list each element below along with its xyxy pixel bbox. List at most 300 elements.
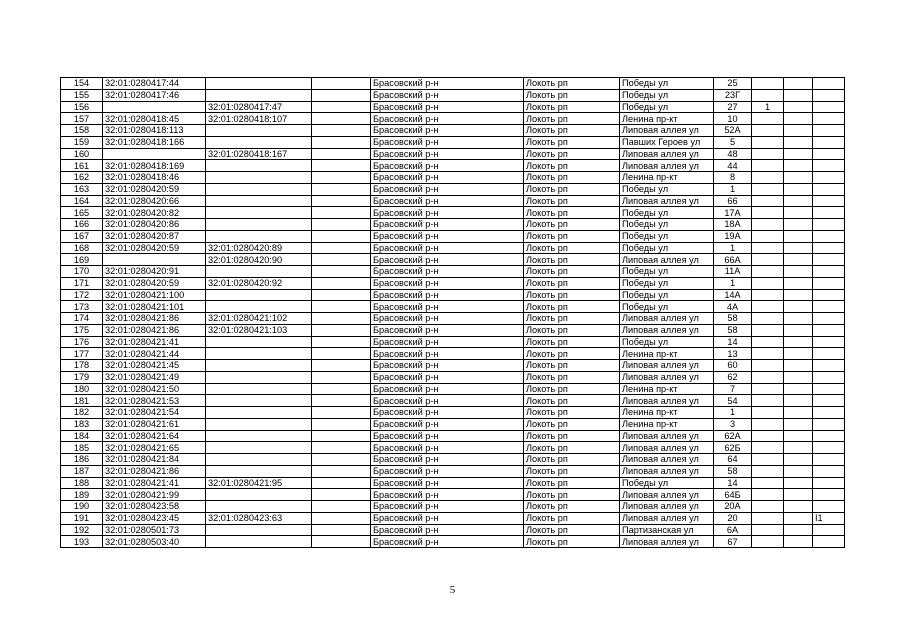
cell-column-b [784,430,813,442]
cell-column-b [784,442,813,454]
cell-column-a [752,324,784,336]
cell-district: Брасовский р-н [371,301,524,313]
cell-district: Брасовский р-н [371,254,524,266]
cell-cadastral-number: 32:01:0280418:45 [103,113,206,125]
cell-street: Победы ул [620,219,714,231]
cell-cadastral-number: 32:01:0280420:59 [103,242,206,254]
cell-cadastral-number: 32:01:0280420:87 [103,230,206,242]
cell-settlement: Локоть рп [524,313,620,325]
cell-column-b [784,454,813,466]
cell-row-number: 178 [61,360,103,372]
cell-house-number: 3 [714,418,752,430]
cell-cadastral-number: 32:01:0280421:45 [103,360,206,372]
cell-column-b [784,395,813,407]
cell-extra [312,336,371,348]
cell-street: Победы ул [620,277,714,289]
cell-extra [312,207,371,219]
cell-street: Ленина пр-кт [620,418,714,430]
cell-street: Липовая аллея ул [620,489,714,501]
cell-column-a [752,160,784,172]
cell-district: Брасовский р-н [371,78,524,90]
table-row [61,266,845,278]
cell-district: Брасовский р-н [371,454,524,466]
table-row [61,172,845,184]
cell-cadastral-number [103,148,206,160]
cell-row-number: 185 [61,442,103,454]
cell-cadastral-number: 32:01:0280420:66 [103,195,206,207]
cell-column-a [752,512,784,524]
cell-district: Брасовский р-н [371,442,524,454]
cell-district: Брасовский р-н [371,266,524,278]
cell-street: Липовая аллея ул [620,501,714,513]
cell-sub-cadastral-number [206,136,312,148]
cell-column-c [813,242,845,254]
cell-street: Липовая аллея ул [620,195,714,207]
cell-street: Победы ул [620,301,714,313]
cell-cadastral-number: 32:01:0280421:53 [103,395,206,407]
cell-column-c [813,383,845,395]
table-row [61,477,845,489]
cell-house-number: 1 [714,277,752,289]
table-row [61,336,845,348]
cell-sub-cadastral-number [206,89,312,101]
cell-house-number: 54 [714,395,752,407]
cell-column-a [752,501,784,513]
cell-column-a [752,125,784,137]
cell-extra [312,536,371,548]
cell-column-b [784,148,813,160]
cell-district: Брасовский р-н [371,172,524,184]
cell-house-number: 7 [714,383,752,395]
cell-extra [312,524,371,536]
cell-column-c [813,136,845,148]
cell-column-a [752,289,784,301]
cell-street: Ленина пр-кт [620,348,714,360]
cell-house-number: 8 [714,172,752,184]
cell-sub-cadastral-number [206,78,312,90]
cell-row-number: 188 [61,477,103,489]
cell-cadastral-number: 32:01:0280421:49 [103,371,206,383]
cell-extra [312,195,371,207]
cell-sub-cadastral-number [206,348,312,360]
cell-settlement: Локоть рп [524,254,620,266]
cell-column-b [784,313,813,325]
cell-column-c [813,430,845,442]
table-row [61,277,845,289]
table-body [61,78,845,548]
cell-extra [312,512,371,524]
table-row [61,78,845,90]
cell-extra [312,313,371,325]
cell-sub-cadastral-number [206,289,312,301]
cell-street: Победы ул [620,183,714,195]
cell-house-number: 14 [714,477,752,489]
cell-cadastral-number: 32:01:0280421:99 [103,489,206,501]
table-row [61,465,845,477]
cell-district: Брасовский р-н [371,536,524,548]
table-row [61,512,845,524]
cell-cadastral-number: 32:01:0280418:46 [103,172,206,184]
cell-street: Липовая аллея ул [620,125,714,137]
cell-column-b [784,266,813,278]
cell-row-number: 156 [61,101,103,113]
cell-row-number: 184 [61,430,103,442]
cell-column-b [784,512,813,524]
cell-row-number: 193 [61,536,103,548]
cell-house-number: 10 [714,113,752,125]
cell-house-number: 66 [714,195,752,207]
table-row [61,442,845,454]
cell-row-number: 167 [61,230,103,242]
cell-column-c [813,407,845,419]
cell-settlement: Локоть рп [524,360,620,372]
cell-district: Брасовский р-н [371,313,524,325]
cell-sub-cadastral-number: 32:01:0280418:107 [206,113,312,125]
cell-column-a [752,383,784,395]
cell-cadastral-number: 32:01:0280418:166 [103,136,206,148]
cell-street: Липовая аллея ул [620,512,714,524]
cell-cadastral-number: 32:01:0280421:41 [103,477,206,489]
cell-column-a: 1 [752,101,784,113]
table-row [61,101,845,113]
cell-column-a [752,348,784,360]
cell-column-a [752,465,784,477]
cell-sub-cadastral-number [206,489,312,501]
cell-row-number: 192 [61,524,103,536]
cell-sub-cadastral-number [206,371,312,383]
cell-column-c [813,89,845,101]
cell-column-c [813,524,845,536]
cell-settlement: Локоть рп [524,301,620,313]
cell-settlement: Локоть рп [524,336,620,348]
cell-column-b [784,477,813,489]
cell-sub-cadastral-number [206,125,312,137]
cell-house-number: 60 [714,360,752,372]
cell-house-number: 1 [714,242,752,254]
cell-settlement: Локоть рп [524,289,620,301]
cell-street: Липовая аллея ул [620,430,714,442]
cell-column-c [813,454,845,466]
cell-row-number: 171 [61,277,103,289]
cell-row-number: 173 [61,301,103,313]
cell-settlement: Локоть рп [524,148,620,160]
cell-street: Ленина пр-кт [620,407,714,419]
cell-column-c: I1 [813,512,845,524]
cell-column-b [784,418,813,430]
cell-row-number: 162 [61,172,103,184]
cell-street: Победы ул [620,78,714,90]
cell-extra [312,430,371,442]
cell-house-number: 62 [714,371,752,383]
cell-cadastral-number: 32:01:0280420:82 [103,207,206,219]
cell-row-number: 169 [61,254,103,266]
cell-extra [312,242,371,254]
cell-street: Ленина пр-кт [620,383,714,395]
cell-house-number: 66А [714,254,752,266]
cell-column-a [752,430,784,442]
table-row [61,454,845,466]
cell-settlement: Локоть рп [524,324,620,336]
cell-settlement: Локоть рп [524,348,620,360]
cell-street: Липовая аллея ул [620,454,714,466]
cell-settlement: Локоть рп [524,501,620,513]
cell-extra [312,348,371,360]
cell-column-c [813,324,845,336]
cell-street: Липовая аллея ул [620,313,714,325]
cell-extra [312,407,371,419]
table-row [61,254,845,266]
cell-house-number: 64Б [714,489,752,501]
cell-district: Брасовский р-н [371,89,524,101]
cell-column-a [752,536,784,548]
cell-column-b [784,348,813,360]
cell-district: Брасовский р-н [371,183,524,195]
cell-street: Липовая аллея ул [620,395,714,407]
cell-settlement: Локоть рп [524,407,620,419]
table-row [61,407,845,419]
cell-cadastral-number: 32:01:0280417:44 [103,78,206,90]
cell-column-c [813,230,845,242]
cell-column-b [784,277,813,289]
cell-house-number: 64 [714,454,752,466]
cell-column-b [784,195,813,207]
cell-house-number: 4А [714,301,752,313]
cell-row-number: 159 [61,136,103,148]
cell-house-number: 20 [714,512,752,524]
cell-cadastral-number: 32:01:0280421:84 [103,454,206,466]
cell-column-a [752,230,784,242]
cell-cadastral-number: 32:01:0280421:44 [103,348,206,360]
cell-cadastral-number: 32:01:0280421:41 [103,336,206,348]
cell-sub-cadastral-number: 32:01:0280420:92 [206,277,312,289]
cell-extra [312,501,371,513]
cell-sub-cadastral-number [206,442,312,454]
cell-sub-cadastral-number [206,454,312,466]
cell-settlement: Локоть рп [524,454,620,466]
cell-extra [312,266,371,278]
cell-sub-cadastral-number: 32:01:0280421:95 [206,477,312,489]
cell-column-b [784,207,813,219]
cell-column-a [752,219,784,231]
table-row [61,360,845,372]
cell-house-number: 58 [714,465,752,477]
table-row [61,136,845,148]
cell-column-a [752,195,784,207]
cell-row-number: 177 [61,348,103,360]
cell-district: Брасовский р-н [371,489,524,501]
cell-column-c [813,313,845,325]
cell-settlement: Локоть рп [524,395,620,407]
cell-extra [312,160,371,172]
cell-sub-cadastral-number [206,383,312,395]
cell-extra [312,371,371,383]
cell-extra [312,301,371,313]
cell-house-number: 27 [714,101,752,113]
cell-sub-cadastral-number [206,336,312,348]
cell-extra [312,277,371,289]
cell-district: Брасовский р-н [371,418,524,430]
cell-sub-cadastral-number [206,266,312,278]
cell-column-b [784,324,813,336]
cell-settlement: Локоть рп [524,136,620,148]
cell-district: Брасовский р-н [371,289,524,301]
cell-district: Брасовский р-н [371,383,524,395]
cell-settlement: Локоть рп [524,101,620,113]
cell-column-a [752,207,784,219]
cell-cadastral-number: 32:01:0280501:73 [103,524,206,536]
cell-extra [312,89,371,101]
table-row [61,430,845,442]
cell-column-b [784,242,813,254]
cell-sub-cadastral-number: 32:01:0280421:102 [206,313,312,325]
cell-row-number: 183 [61,418,103,430]
cell-house-number: 17А [714,207,752,219]
cell-extra [312,465,371,477]
cell-extra [312,477,371,489]
cell-settlement: Локоть рп [524,277,620,289]
table-row [61,501,845,513]
cell-column-a [752,242,784,254]
cell-extra [312,230,371,242]
cell-street: Павших Героев ул [620,136,714,148]
cell-column-b [784,172,813,184]
cell-cadastral-number: 32:01:0280503:40 [103,536,206,548]
cell-district: Брасовский р-н [371,230,524,242]
cell-column-a [752,277,784,289]
cell-column-a [752,254,784,266]
cell-column-a [752,89,784,101]
cell-column-b [784,219,813,231]
cell-street: Липовая аллея ул [620,254,714,266]
cell-column-b [784,125,813,137]
cell-column-a [752,418,784,430]
cell-column-c [813,148,845,160]
table-row [61,536,845,548]
cell-settlement: Локоть рп [524,489,620,501]
cell-column-a [752,172,784,184]
cell-cadastral-number: 32:01:0280418:113 [103,125,206,137]
cell-row-number: 187 [61,465,103,477]
cell-cadastral-number: 32:01:0280421:54 [103,407,206,419]
cell-cadastral-number: 32:01:0280421:86 [103,324,206,336]
cell-settlement: Локоть рп [524,195,620,207]
cell-sub-cadastral-number: 32:01:0280417:47 [206,101,312,113]
cell-extra [312,254,371,266]
cell-street: Липовая аллея ул [620,160,714,172]
table-row [61,313,845,325]
cell-sub-cadastral-number [206,230,312,242]
cell-column-c [813,477,845,489]
cell-district: Брасовский р-н [371,336,524,348]
cell-settlement: Локоть рп [524,371,620,383]
cell-extra [312,418,371,430]
cell-street: Ленина пр-кт [620,113,714,125]
cell-row-number: 168 [61,242,103,254]
cell-house-number: 19А [714,230,752,242]
cell-extra [312,360,371,372]
cell-district: Брасовский р-н [371,430,524,442]
cell-column-c [813,489,845,501]
cell-column-b [784,183,813,195]
cell-column-c [813,301,845,313]
cell-settlement: Локоть рп [524,442,620,454]
cell-district: Брасовский р-н [371,277,524,289]
cell-column-a [752,360,784,372]
cell-column-b [784,78,813,90]
cell-column-c [813,113,845,125]
cell-column-b [784,501,813,513]
cell-column-c [813,277,845,289]
cell-settlement: Локоть рп [524,266,620,278]
cell-settlement: Локоть рп [524,524,620,536]
cell-house-number: 14 [714,336,752,348]
cell-cadastral-number: 32:01:0280421:64 [103,430,206,442]
cell-district: Брасовский р-н [371,136,524,148]
cell-cadastral-number [103,254,206,266]
table-row [61,195,845,207]
cell-street: Победы ул [620,477,714,489]
cell-column-c [813,195,845,207]
cell-column-c [813,254,845,266]
table-row [61,371,845,383]
cell-sub-cadastral-number [206,301,312,313]
table-row [61,348,845,360]
cell-row-number: 155 [61,89,103,101]
cell-column-b [784,230,813,242]
cell-street: Ленина пр-кт [620,172,714,184]
cell-column-c [813,418,845,430]
cell-settlement: Локоть рп [524,230,620,242]
cell-row-number: 161 [61,160,103,172]
cell-extra [312,219,371,231]
cell-district: Брасовский р-н [371,207,524,219]
cell-district: Брасовский р-н [371,524,524,536]
cell-column-c [813,125,845,137]
table-row [61,219,845,231]
table-row [61,113,845,125]
cell-settlement: Локоть рп [524,383,620,395]
table-row [61,125,845,137]
cell-district: Брасовский р-н [371,113,524,125]
cell-column-a [752,371,784,383]
cell-sub-cadastral-number [206,501,312,513]
cell-row-number: 182 [61,407,103,419]
cell-house-number: 20А [714,501,752,513]
page-number: 5 [449,584,456,596]
cell-house-number: 48 [714,148,752,160]
cell-row-number: 189 [61,489,103,501]
cell-district: Брасовский р-н [371,148,524,160]
cell-extra [312,78,371,90]
cell-house-number: 5 [714,136,752,148]
cell-settlement: Локоть рп [524,172,620,184]
cell-column-c [813,101,845,113]
cell-house-number: 1 [714,183,752,195]
cell-cadastral-number: 32:01:0280418:169 [103,160,206,172]
cell-column-c [813,501,845,513]
cell-district: Брасовский р-н [371,242,524,254]
cell-cadastral-number: 32:01:0280421:86 [103,313,206,325]
cell-sub-cadastral-number [206,407,312,419]
cell-house-number: 44 [714,160,752,172]
cell-street: Липовая аллея ул [620,465,714,477]
cell-settlement: Локоть рп [524,89,620,101]
cell-column-b [784,301,813,313]
cell-column-a [752,336,784,348]
cell-column-b [784,371,813,383]
cell-column-b [784,465,813,477]
cell-cadastral-number: 32:01:0280417:46 [103,89,206,101]
